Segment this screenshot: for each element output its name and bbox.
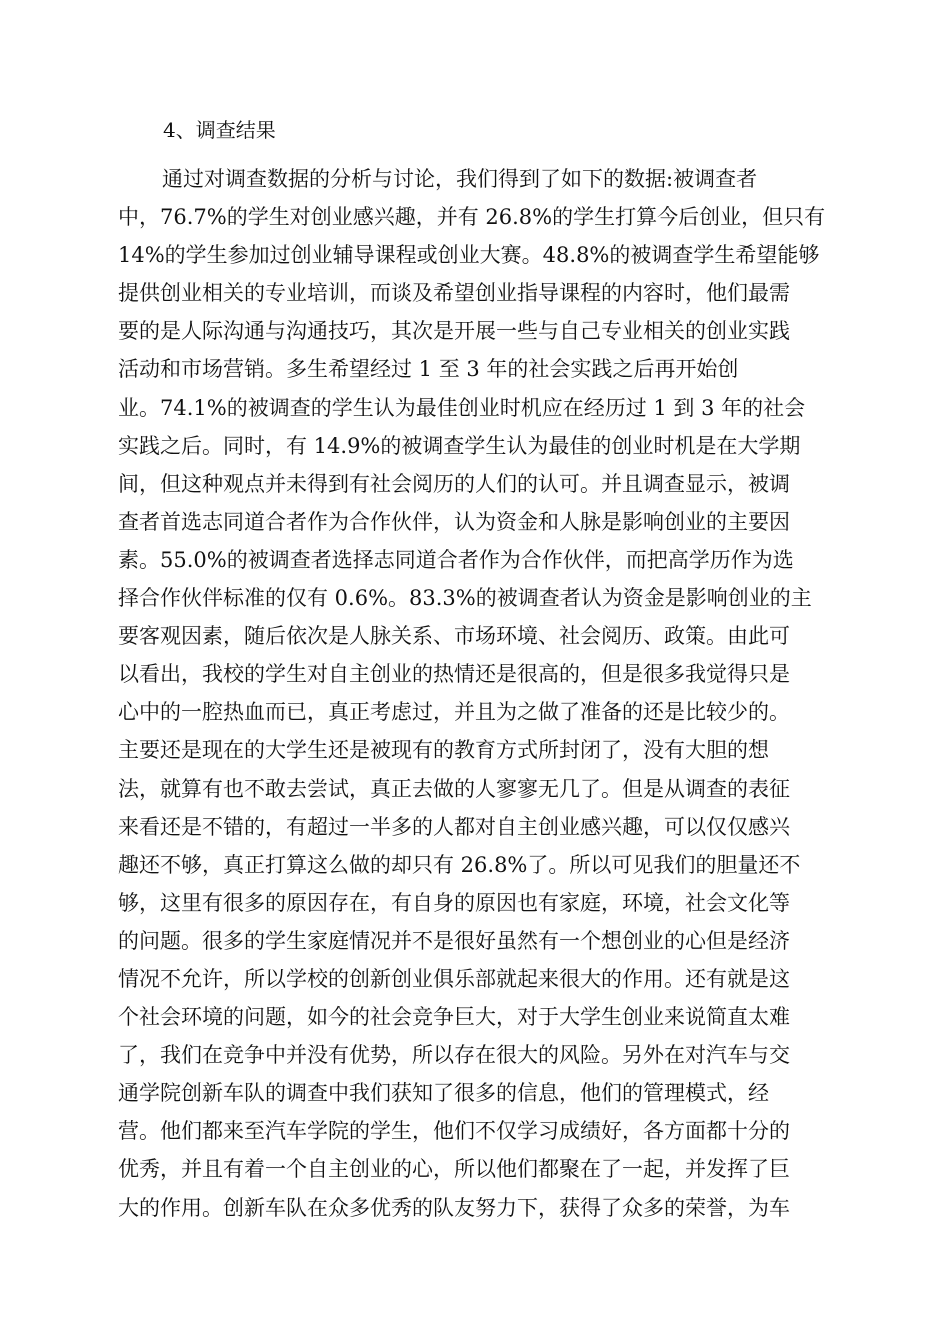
paragraph-line: 以看出，我校的学生对自主创业的热情还是很高的，但是很多我觉得只是 — [118, 662, 790, 687]
paragraph-line: 大的作用。创新车队在众多优秀的队友努力下，获得了众多的荣誉，为车 — [118, 1195, 790, 1220]
paragraph-line: 14%的学生参加过创业辅导课程或创业大赛。48.8%的被调查学生希望能够 — [118, 243, 820, 268]
paragraph-line: 要客观因素，随后依次是人脉关系、市场环境、社会阅历、政策。由此可 — [118, 624, 790, 649]
paragraph-line: 心中的一腔热血而已，真正考虑过，并且为之做了准备的还是比较少的。 — [118, 700, 790, 725]
paragraph-line: 来看还是不错的，有超过一半多的人都对自主创业感兴趣，可以仅仅感兴 — [118, 814, 790, 839]
paragraph-line: 优秀，并且有着一个自主创业的心，所以他们都聚在了一起，并发挥了巨 — [118, 1157, 790, 1182]
paragraph-line: 间，但这种观点并未得到有社会阅历的人们的认可。并且调查显示，被调 — [118, 471, 790, 496]
paragraph-line: 择合作伙伴标准的仅有 0.6%。83.3%的被调查者认为资金是影响创业的主 — [118, 586, 812, 611]
paragraph-line: 通过对调查数据的分析与讨论，我们得到了如下的数据:被调查者 — [162, 167, 758, 191]
paragraph-line: 中，76.7%的学生对创业感兴趣，并有 26.8%的学生打算今后创业，但只有 — [118, 205, 826, 230]
paragraph-line: 情况不允许，所以学校的创新创业俱乐部就起来很大的作用。还有就是这 — [118, 966, 790, 991]
paragraph-line: 的问题。很多的学生家庭情况并不是很好虽然有一个想创业的心但是经济 — [118, 928, 790, 953]
section-heading: 4、调查结果 — [163, 118, 276, 142]
paragraph-line: 通学院创新车队的调查中我们获知了很多的信息，他们的管理模式，经 — [118, 1081, 769, 1106]
paragraph-line: 要的是人际沟通与沟通技巧，其次是开展一些与自己专业相关的创业实践 — [118, 319, 790, 344]
paragraph-line: 营。他们都来至汽车学院的学生，他们不仅学习成绩好，各方面都十分的 — [118, 1119, 790, 1144]
paragraph-line: 趣还不够，真正打算这么做的却只有 26.8%了。所以可见我们的胆量还不 — [118, 852, 801, 877]
paragraph-line: 个社会环境的问题，如今的社会竞争巨大，对于大学生创业来说简直太难 — [118, 1005, 790, 1030]
paragraph-line: 查者首选志同道合者作为合作伙伴，认为资金和人脉是影响创业的主要因 — [118, 509, 790, 534]
paragraph-line: 法，就算有也不敢去尝试，真正去做的人寥寥无几了。但是从调查的表征 — [118, 776, 790, 801]
paragraph-line: 够，这里有很多的原因存在，有自身的原因也有家庭，环境，社会文化等 — [118, 890, 790, 915]
paragraph-line: 实践之后。同时，有 14.9%的被调查学生认为最佳的创业时机是在大学期 — [118, 433, 801, 458]
paragraph-line: 业。74.1%的被调查的学生认为最佳创业时机应在经历过 1 到 3 年的社会 — [118, 395, 806, 420]
paragraph-line: 提供创业相关的专业培训，而谈及希望创业指导课程的内容时，他们最需 — [118, 281, 790, 306]
paragraph-line: 主要还是现在的大学生还是被现有的教育方式所封闭了，没有大胆的想 — [118, 738, 769, 763]
body-paragraph — [118, 160, 838, 1227]
paragraph-line: 活动和市场营销。多生希望经过 1 至 3 年的社会实践之后再开始创 — [118, 357, 739, 382]
paragraph-line: 素。55.0%的被调查者选择志同道合者作为合作伙伴，而把高学历作为选 — [118, 547, 794, 572]
paragraph-line: 了，我们在竞争中并没有优势，所以存在很大的风险。另外在对汽车与交 — [118, 1043, 790, 1068]
